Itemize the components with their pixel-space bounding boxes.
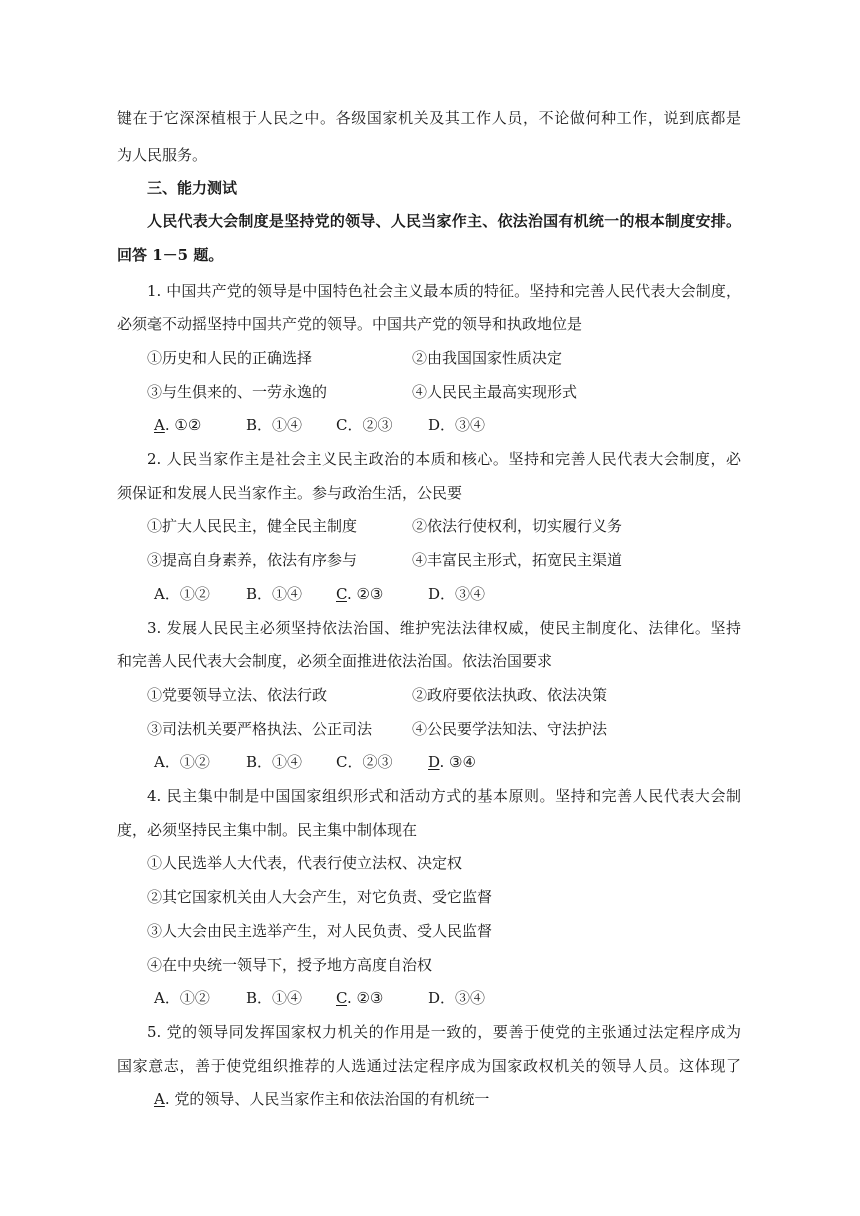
question-4-text: 4. 民主集中制是中国国家组织形式和活动方式的基本原则。坚持和完善人民代表大会制 [147, 787, 741, 805]
question-3-item: ①党要领导立法、依法行政 [147, 686, 328, 704]
question-3-item: ③司法机关要严格执法、公正司法 [147, 720, 373, 738]
question-2-text: 须保证和发展人民当家作主。参与政治生活，公民要 [117, 484, 463, 502]
question-3-option-b: B．①④ [246, 753, 303, 771]
section-title: 三、能力测试 [147, 179, 238, 197]
answer-marker: D [428, 753, 440, 771]
question-3-text: 和完善人民代表大会制度，必须全面推进依法治国。依法治国要求 [117, 652, 553, 670]
question-1-item: ④人民民主最高实现形式 [412, 383, 578, 401]
question-2-option-d: D．③④ [428, 585, 486, 603]
paragraph-line: 键在于它深深植根于人民之中。各级国家机关及其工作人员，不论做何种工作，说到底都是 [117, 109, 741, 127]
question-3-option-c: C．②③ [336, 753, 393, 771]
option-text: . 党的领导、人民当家作主和依法治国的有机统一 [164, 1090, 490, 1108]
question-2-option-b: B．①④ [246, 585, 303, 603]
question-4-option-c [336, 988, 383, 1008]
question-3-option-a: A．①② [154, 753, 210, 771]
question-2-item: ④丰富民主形式，拓宽民主渠道 [412, 551, 623, 569]
option-text: . ①② [164, 416, 202, 434]
question-4-option-b: B．①④ [246, 989, 303, 1007]
question-5-text: 5. 党的领导同发挥国家权力机关的作用是一致的，要善于使党的主张通过法定程序成为 [147, 1023, 741, 1041]
question-1-text: 1. 中国共产党的领导是中国特色社会主义最本质的特征。坚持和完善人民代表大会制度， [147, 282, 741, 300]
question-1-item: ③与生俱来的、一劳永逸的 [147, 383, 328, 401]
question-4-option-a: A．①② [154, 989, 210, 1007]
question-5-option-a [154, 1089, 489, 1109]
question-3-option-d [428, 752, 476, 772]
question-4-item: ①人民选举人大代表，代表行使立法权、决定权 [147, 854, 463, 872]
question-4-item: ④在中央统一领导下，授予地方高度自治权 [147, 956, 433, 974]
paragraph-line: 为人民服务。 [117, 146, 208, 164]
question-2-item: ②依法行使权利，切实履行义务 [412, 517, 623, 535]
option-text: . ③④ [439, 753, 476, 771]
question-stem-line: 人民代表大会制度是坚持党的领导、人民当家作主、依法治国有机统一的根本制度安排。 [147, 212, 741, 230]
question-3-item: ④公民要学法知法、守法护法 [412, 720, 608, 738]
question-2-item: ③提高自身素养，依法有序参与 [147, 551, 358, 569]
question-1-option-c: C．②③ [336, 416, 393, 434]
question-stem-line: 回答 1－5 题。 [117, 246, 224, 264]
question-3-item: ②政府要依法执政、依法决策 [412, 686, 608, 704]
answer-marker: C [336, 989, 347, 1007]
question-1-option-a [154, 415, 201, 435]
question-2-text: 2. 人民当家作主是社会主义民主政治的本质和核心。坚持和完善人民代表大会制度，必 [147, 450, 741, 468]
question-2-item: ①扩大人民民主，健全民主制度 [147, 517, 358, 535]
question-2-option-a: A．①② [154, 585, 210, 603]
question-1-text: 必须毫不动摇坚持中国共产党的领导。中国共产党的领导和执政地位是 [117, 315, 583, 333]
answer-marker: C [336, 585, 347, 603]
question-3-text: 3. 发展人民民主必须坚持依法治国、维护宪法法律权威，使民主制度化、法律化。坚持 [147, 619, 741, 637]
answer-marker: A [154, 1090, 165, 1108]
question-2-option-c [336, 584, 383, 604]
question-4-item: ②其它国家机关由人大会产生，对它负责、受它监督 [147, 888, 493, 906]
question-5-text: 国家意志，善于使党组织推荐的人选通过法定程序成为国家政权机关的领导人员。这体现了 [117, 1057, 741, 1075]
question-1-item: ②由我国国家性质决定 [412, 349, 563, 367]
answer-marker: A [154, 416, 165, 434]
question-4-option-d: D．③④ [428, 989, 486, 1007]
option-text: . ②③ [346, 585, 384, 603]
question-1-item: ①历史和人民的正确选择 [147, 349, 313, 367]
question-4-text: 度，必须坚持民主集中制。民主集中制体现在 [117, 821, 418, 839]
option-text: . ②③ [346, 989, 384, 1007]
question-1-option-d: D．③④ [428, 416, 486, 434]
question-1-option-b: B．①④ [246, 416, 303, 434]
question-4-item: ③人大会由民主选举产生，对人民负责、受人民监督 [147, 922, 493, 940]
